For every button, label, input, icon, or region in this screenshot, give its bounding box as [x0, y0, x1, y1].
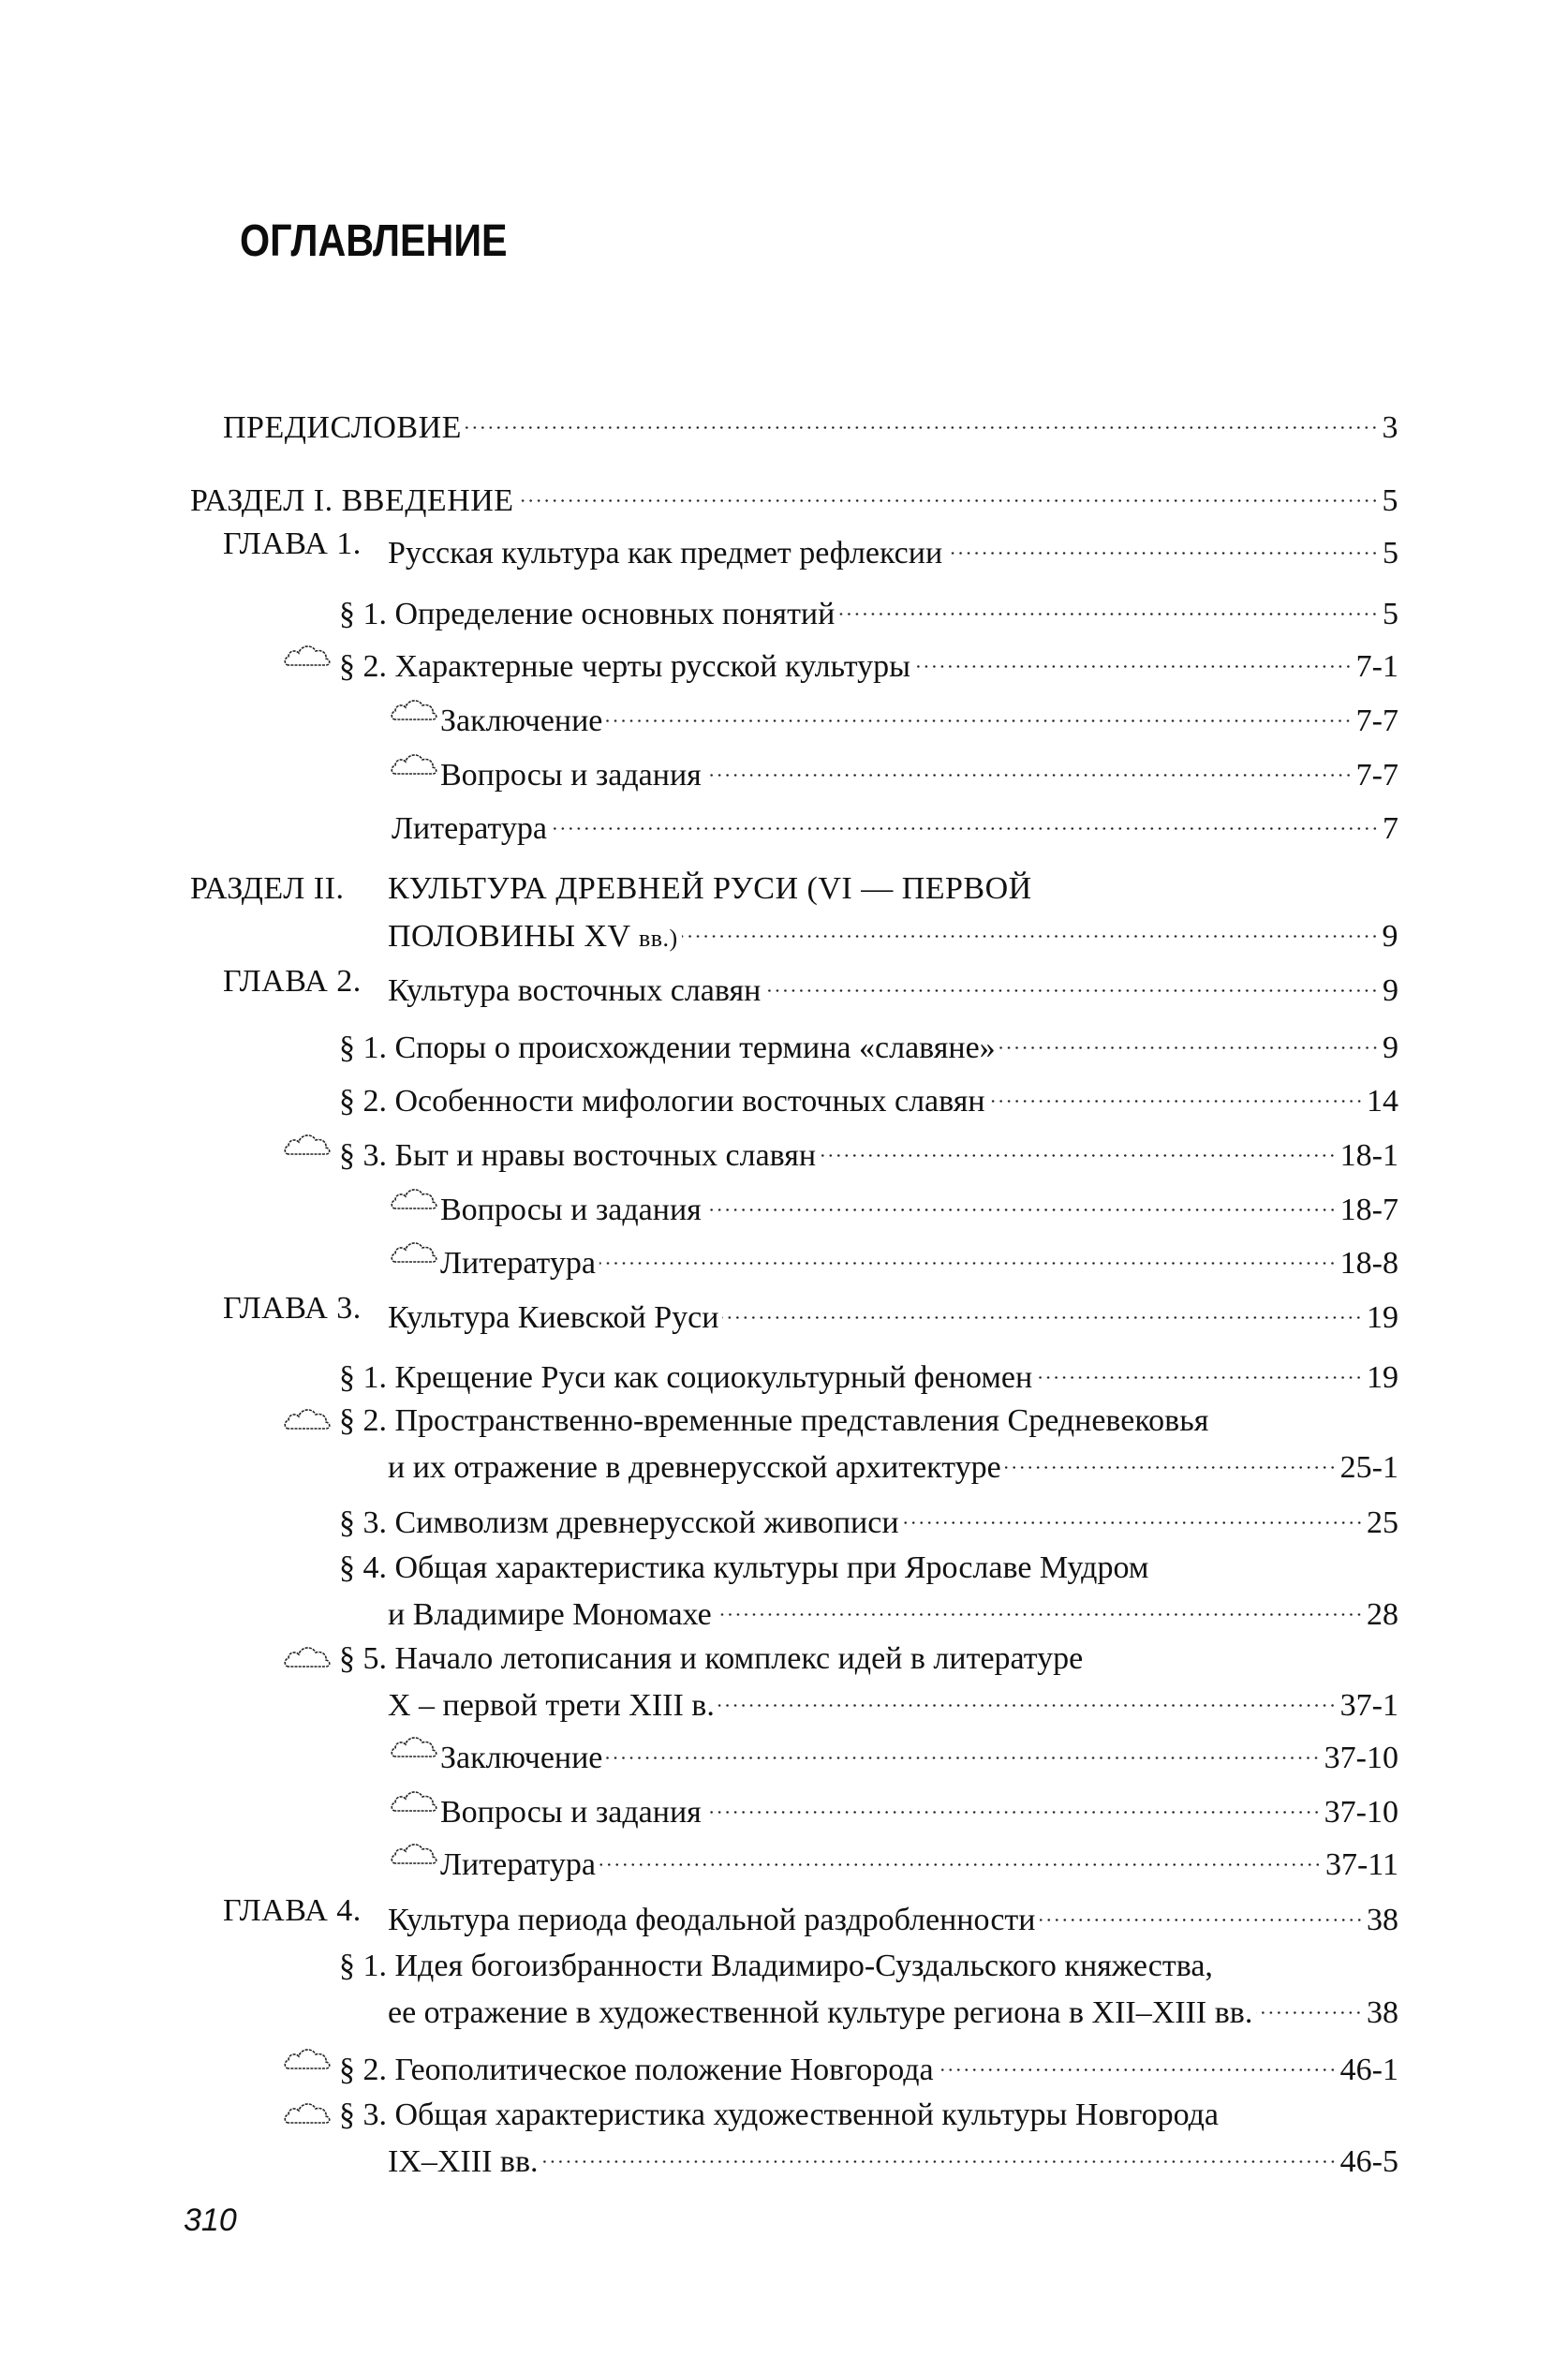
toc-entry-label: Культура восточных славян [388, 973, 762, 1008]
toc-page-number: 38 [1367, 1903, 1398, 1937]
toc-entry-ch1-p1[interactable] [339, 586, 1398, 631]
toc-entry-ch1-literature[interactable] [392, 801, 1398, 846]
toc-entry-chapter-3[interactable] [388, 1290, 1398, 1335]
toc-entry-ch2-p1[interactable] [339, 1020, 1398, 1065]
dot-leader [705, 748, 1353, 785]
toc-entry-ch2-literature[interactable] [440, 1236, 1398, 1281]
toc-page-number: 18-8 [1339, 1246, 1398, 1281]
toc-entry-ch4-p1[interactable] [388, 1985, 1398, 2030]
dot-leader [705, 1785, 1321, 1822]
toc-page-number: 7-7 [1355, 704, 1398, 738]
dot-leader [606, 1730, 1320, 1768]
toc-entry-label: Заключение [440, 704, 603, 738]
toc-entry-label: § 3. Быт и нравы восточных славян [339, 1138, 817, 1173]
toc-entry-ch3-p4[interactable] [388, 1587, 1398, 1632]
toc-entry-label: Вопросы и задания [440, 1795, 702, 1830]
dot-leader [914, 639, 1353, 676]
dot-leader [599, 1236, 1337, 1273]
cloud-icon[interactable] [283, 1130, 333, 1158]
toc-entry-label: Литература [440, 1847, 596, 1882]
dot-leader [716, 1587, 1363, 1624]
dot-leader [989, 1074, 1363, 1111]
toc-entry-label: Культура периода феодальной раздробленности [388, 1903, 1036, 1937]
toc-entry-label: и их отражение в древнерусской архитектуре [388, 1450, 1001, 1485]
toc-entry-chapter-1[interactable] [388, 526, 1398, 571]
toc-entry-ch3-p2-line1[interactable]: § 2. Пространственно-временные представления Средневековья [339, 1403, 1209, 1438]
toc-entry-ch3-p4-line1[interactable]: § 4. Общая характеристика культуры при Ярославе Мудром [339, 1550, 1149, 1585]
toc-entry-ch3-p5[interactable] [388, 1678, 1398, 1723]
toc-entry-ch4-p3[interactable] [388, 2134, 1398, 2179]
toc-entry-ch3-conclusion[interactable] [440, 1730, 1398, 1775]
toc-entry-ch3-p2[interactable] [388, 1440, 1398, 1485]
toc-page-number: 7-1 [1355, 649, 1398, 684]
section-label: РАЗДЕЛ II. [190, 871, 345, 906]
toc-entry-chapter-4[interactable] [388, 1892, 1398, 1937]
dot-leader [1256, 1985, 1363, 2023]
toc-entry-label: ее отражение в художественной культуре региона в XII–XIII вв. [388, 1995, 1253, 2030]
toc-page-number: 18-1 [1339, 1138, 1398, 1173]
cloud-icon[interactable] [390, 1786, 440, 1815]
chapter-label: ГЛАВА 3. [223, 1291, 362, 1326]
dot-leader [764, 963, 1379, 1001]
toc-entry-label: § 2. Характерные черты русской культуры [339, 649, 911, 684]
toc-entry-label: § 1. Определение основных понятий [339, 597, 836, 631]
toc-entry-label: Литература [392, 811, 547, 846]
toc-entry-label: Вопросы и задания [440, 1193, 702, 1227]
dot-leader [820, 1128, 1337, 1165]
dot-leader [599, 1837, 1322, 1875]
toc-entry-label: IX–XIII вв. [388, 2144, 539, 2179]
toc-page-number: 28 [1367, 1597, 1398, 1632]
toc-entry-section-1[interactable] [190, 473, 1398, 518]
toc-page-number: 5 [1383, 597, 1398, 631]
toc-page-number: 5 [1382, 483, 1398, 518]
toc-entry-label: X – первой трети XIII в. [388, 1688, 715, 1723]
page-number: 310 [184, 2202, 237, 2238]
toc-page-number: 19 [1367, 1300, 1398, 1335]
toc-entry-ch1-p2[interactable] [339, 639, 1398, 684]
toc-entry-ch1-questions[interactable] [440, 748, 1398, 793]
dot-leader [551, 801, 1379, 838]
cloud-icon[interactable] [390, 1732, 440, 1760]
cloud-icon[interactable] [283, 1642, 333, 1670]
toc-entry-label: § 2. Геополитическое положение Новгорода [339, 2053, 934, 2087]
toc-entry-ch2-p2[interactable] [339, 1074, 1398, 1119]
toc-page-number: 7 [1383, 811, 1398, 846]
toc-page-number: 37-10 [1324, 1795, 1398, 1830]
dot-leader [946, 526, 1379, 563]
toc-entry-ch1-conclusion[interactable] [440, 693, 1398, 738]
dot-leader [606, 693, 1352, 731]
toc-entry-ch2-questions[interactable] [440, 1182, 1398, 1227]
toc-page-number: 46-1 [1339, 2053, 1398, 2087]
cloud-icon[interactable] [283, 641, 333, 669]
toc-page-number: 18-7 [1339, 1193, 1398, 1227]
dot-leader [518, 473, 1379, 511]
dot-leader [999, 1020, 1379, 1058]
toc-page-number: 9 [1383, 1030, 1398, 1065]
dot-leader [1036, 1350, 1363, 1387]
toc-entry-label: § 1. Крещение Руси как социокультурный феномен [339, 1360, 1033, 1395]
cloud-icon[interactable] [390, 695, 440, 723]
toc-entry-ch3-p5-line1[interactable]: § 5. Начало летописания и комплекс идей в литературе [339, 1641, 1084, 1676]
dot-leader [705, 1182, 1337, 1220]
toc-entry-ch3-p3[interactable] [339, 1495, 1398, 1540]
toc-entry-label: и Владимире Мономахе [388, 1597, 712, 1632]
toc-page-number: 37-10 [1324, 1741, 1398, 1775]
toc-page-number: 19 [1367, 1360, 1398, 1395]
toc-page-number: 25 [1367, 1505, 1398, 1540]
toc-page-number: 37-1 [1339, 1688, 1398, 1723]
dot-leader [682, 909, 1379, 946]
section-title-line1: КУЛЬТУРА ДРЕВНЕЙ РУСИ (VI — ПЕРВОЙ [388, 871, 1032, 906]
toc-page-number: 7-7 [1355, 758, 1398, 793]
toc-entry-chapter-2[interactable] [388, 963, 1398, 1008]
chapter-label: ГЛАВА 1. [223, 526, 362, 561]
dot-leader [938, 2042, 1337, 2080]
cloud-icon[interactable] [283, 2044, 333, 2072]
toc-page-number: 9 [1383, 973, 1398, 1008]
toc-entry-ch3-questions[interactable] [440, 1785, 1398, 1830]
toc-entry-label: Вопросы и задания [440, 758, 702, 793]
dot-leader [718, 1678, 1337, 1715]
toc-entry-preface[interactable] [223, 400, 1398, 445]
toc-page-number: 14 [1367, 1084, 1398, 1119]
toc-entry-label: РАЗДЕЛ I. ВВЕДЕНИЕ [190, 483, 514, 518]
dot-leader [838, 586, 1379, 624]
dot-leader [1005, 1440, 1337, 1477]
section-title-line2-suffix: вв.) [638, 925, 678, 952]
toc-entry-label: Русская культура как предмет рефлексии [388, 536, 943, 571]
toc-entry-label: § 3. Символизм древнерусской живописи [339, 1505, 899, 1540]
toc-entry-label: ПРЕДИСЛОВИЕ [223, 410, 462, 445]
cloud-icon[interactable] [283, 2098, 333, 2127]
toc-entry-label: Культура Киевской Руси [388, 1300, 719, 1335]
toc-entry-label: § 2. Особенности мифологии восточных славян [339, 1084, 985, 1119]
dot-leader [542, 2134, 1337, 2172]
dot-leader [903, 1495, 1363, 1533]
toc-entry-section-2[interactable] [388, 909, 1398, 954]
dot-leader [1040, 1892, 1364, 1930]
cloud-icon[interactable] [390, 1238, 440, 1266]
toc-entry-ch3-p1[interactable] [339, 1350, 1398, 1395]
toc-entry-label: Литература [440, 1246, 596, 1281]
cloud-icon[interactable] [390, 1184, 440, 1212]
toc-page-number: 5 [1383, 536, 1398, 571]
toc-page-number: 37-11 [1324, 1847, 1398, 1882]
chapter-label: ГЛАВА 2. [223, 964, 362, 999]
chapter-label: ГЛАВА 4. [223, 1893, 362, 1928]
toc-page-number: 25-1 [1339, 1450, 1398, 1485]
toc-entry-ch2-p3[interactable] [339, 1128, 1398, 1173]
toc-entry-ch4-p2[interactable] [339, 2042, 1398, 2087]
toc-entry-ch4-p1-line1[interactable]: § 1. Идея богоизбранности Владимиро-Суздальского княжества, [339, 1949, 1213, 1983]
toc-entry-ch4-p3-line1[interactable]: § 3. Общая характеристика художественной культуры Новгорода [339, 2098, 1220, 2132]
toc-entry-ch3-literature[interactable] [440, 1837, 1398, 1882]
toc-page-number: 38 [1367, 1995, 1398, 2030]
cloud-icon[interactable] [390, 749, 440, 778]
cloud-icon[interactable] [390, 1839, 440, 1867]
toc-page-number: 3 [1382, 410, 1398, 445]
toc-entry-label [388, 918, 678, 957]
toc-entry-label: § 1. Споры о происхождении термина «славяне» [339, 1030, 996, 1065]
cloud-icon[interactable] [283, 1404, 333, 1432]
toc-entry-label: Заключение [440, 1741, 603, 1775]
dot-leader [466, 400, 1379, 437]
toc-page-number: 9 [1382, 919, 1398, 954]
toc-page-number: 46-5 [1339, 2144, 1398, 2179]
section-title-line2: ПОЛОВИНЫ XV [388, 919, 630, 954]
dot-leader [722, 1290, 1363, 1327]
page-title: ОГЛАВЛЕНИЕ [240, 216, 508, 266]
